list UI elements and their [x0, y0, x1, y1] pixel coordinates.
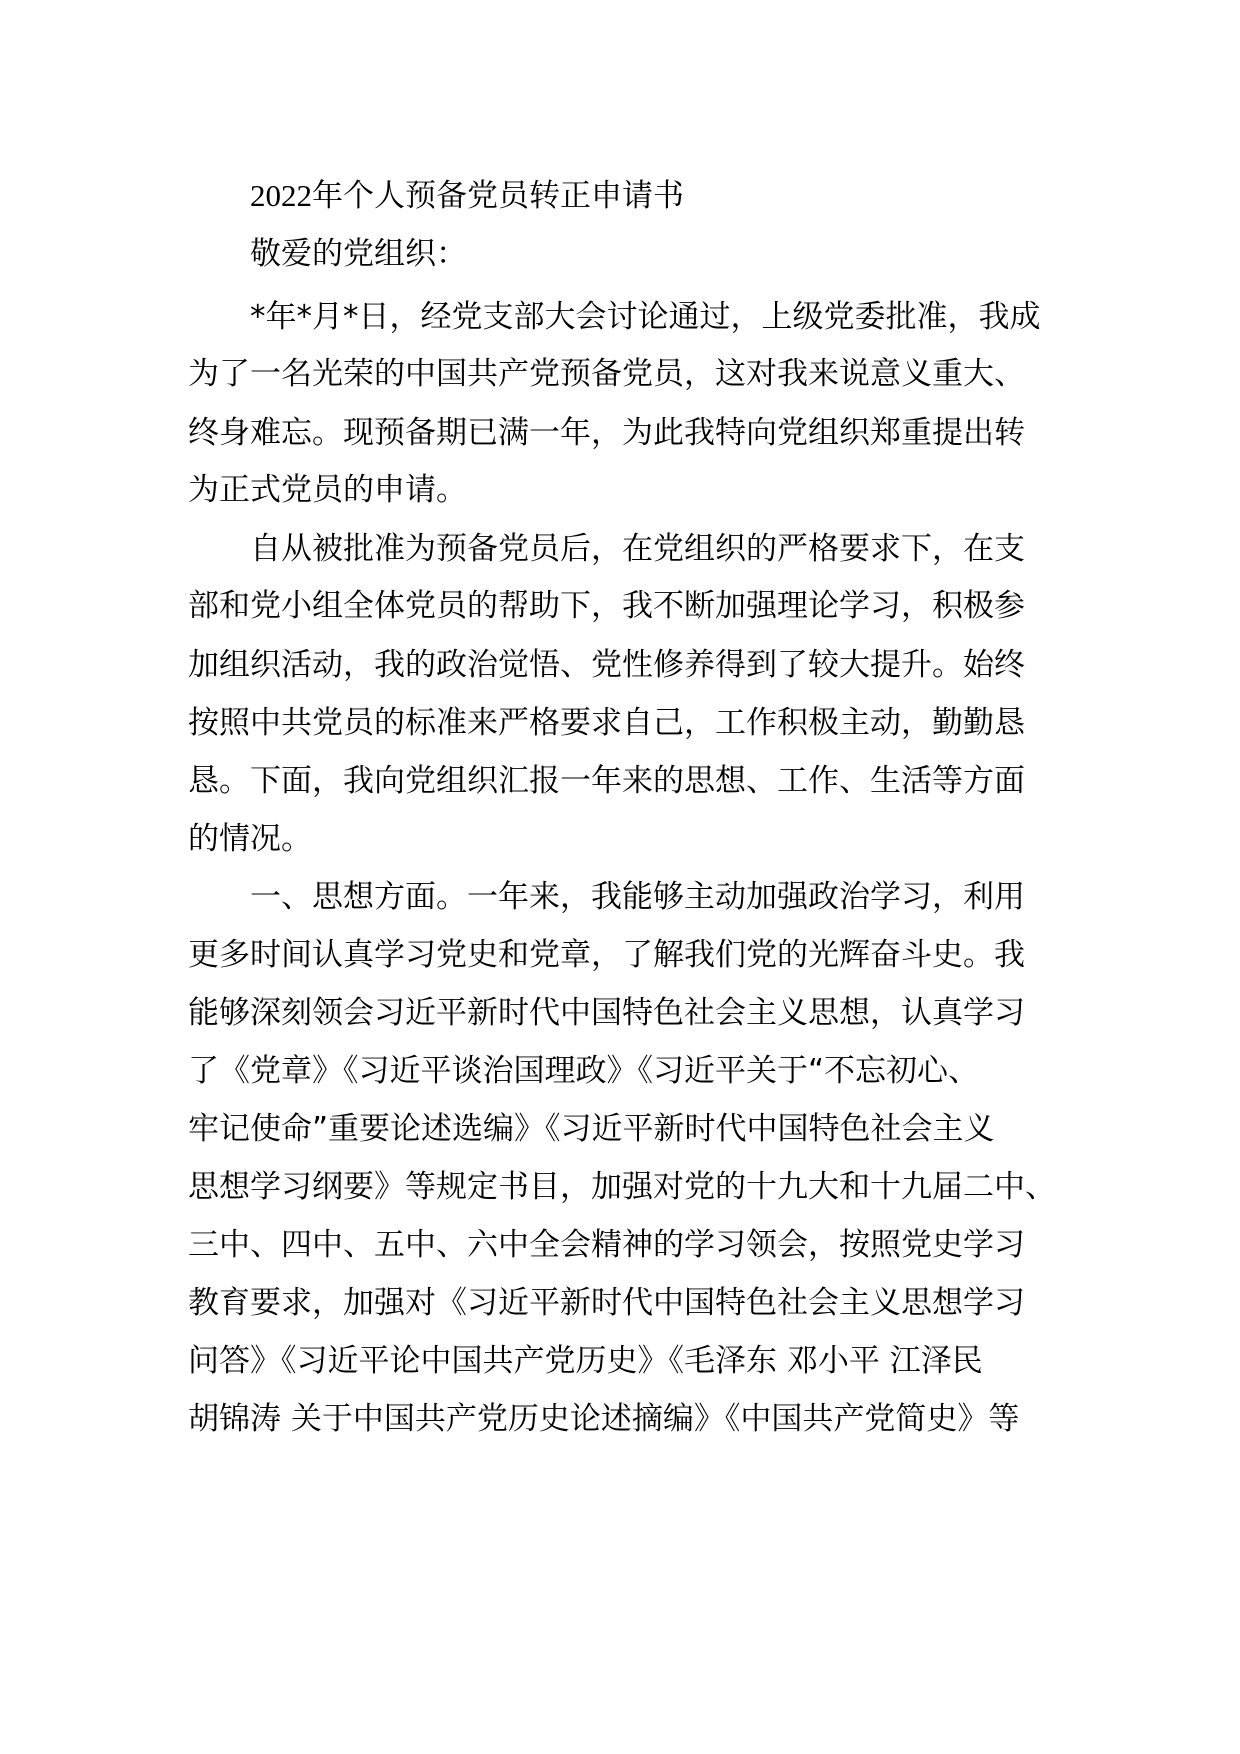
document-title: 2022年个人预备党员转正申请书 — [250, 178, 684, 213]
text-line: 胡锦涛 关于中国共产党历史论述摘编》《中国共产党简史》等 — [188, 1401, 1020, 1437]
text-line: 自从被批准为预备党员后，在党组织的严格要求下，在支 — [250, 531, 1025, 567]
text-line: 部和党小组全体党员的帮助下，我不断加强理论学习，积极参 — [188, 588, 1025, 624]
text-line: 为正式党员的申请。 — [188, 472, 467, 508]
text-line: 能够深刻领会习近平新时代中国特色社会主义思想，认真学习 — [188, 995, 1025, 1031]
text-line: 一、思想方面。一年来，我能够主动加强政治学习，利用 — [250, 879, 1025, 915]
text-line: 牢记使命”重要论述选编》《习近平新时代中国特色社会主义 — [188, 1111, 995, 1147]
text-line: 问答》《习近平论中国共产党历史》《毛泽东 邓小平 江泽民 — [188, 1343, 983, 1379]
text-line: 思想学习纲要》等规定书目，加强对党的十九大和十九届二中、 — [188, 1169, 1056, 1205]
text-line: *年*月*日，经党支部大会讨论通过，上级党委批准，我成 — [250, 299, 1041, 335]
text-line: 加组织活动，我的政治觉悟、党性修养得到了较大提升。始终 — [188, 647, 1025, 683]
text-line: 按照中共党员的标准来严格要求自己，工作积极主动，勤勤恳 — [188, 705, 1025, 741]
text-line: 了《党章》《习近平谈治国理政》《习近平关于“不忘初心、 — [188, 1053, 980, 1089]
salutation: 敬爱的党组织： — [250, 236, 467, 272]
text-line: 恳。下面，我向党组织汇报一年来的思想、工作、生活等方面 — [188, 763, 1025, 799]
text-line: 的情况。 — [188, 821, 312, 857]
text-line: 终身难忘。现预备期已满一年，为此我特向党组织郑重提出转 — [188, 415, 1025, 451]
text-line: 三中、四中、五中、六中全会精神的学习领会，按照党史学习 — [188, 1227, 1025, 1263]
text-line: 为了一名光荣的中国共产党预备党员，这对我来说意义重大、 — [188, 356, 1025, 392]
text-line: 教育要求，加强对《习近平新时代中国特色社会主义思想学习 — [188, 1285, 1025, 1321]
text-line: 更多时间认真学习党史和党章，了解我们党的光辉奋斗史。我 — [188, 937, 1025, 973]
